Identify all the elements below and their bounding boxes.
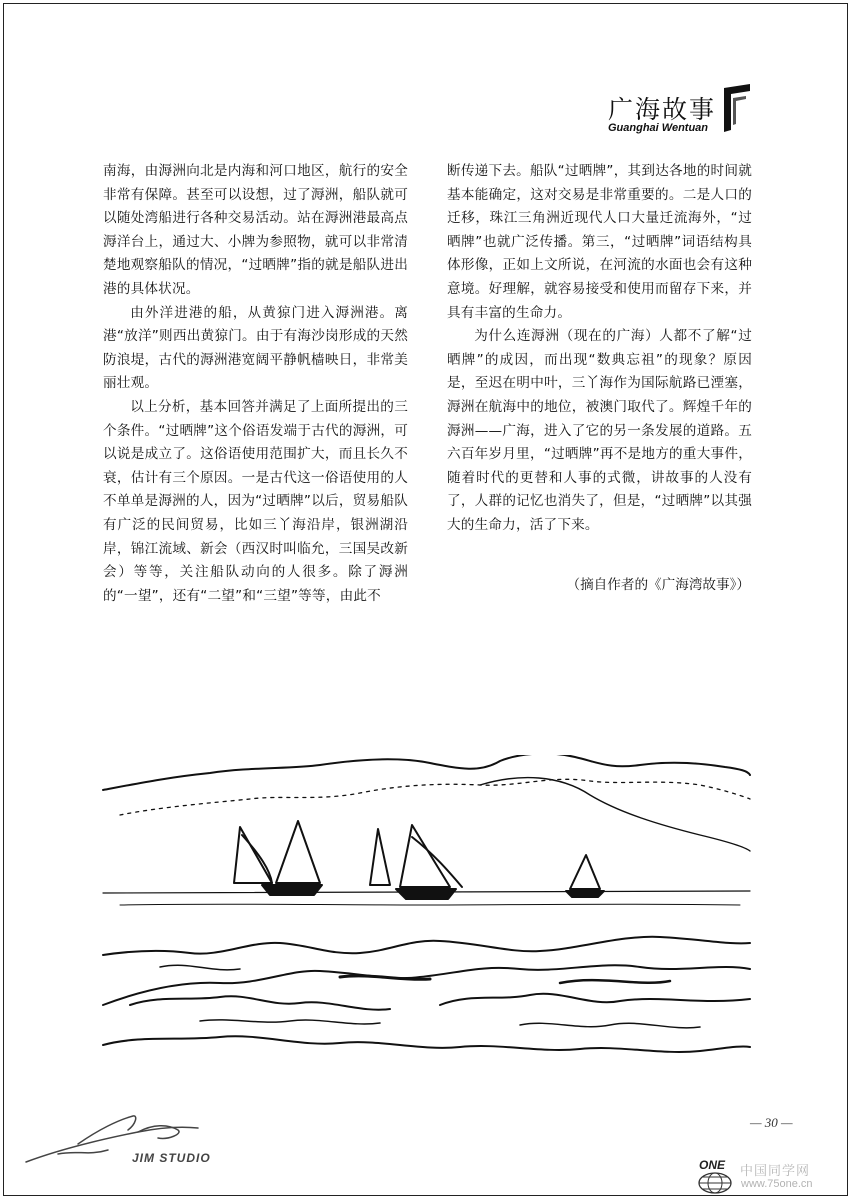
article-left-column xyxy=(103,160,408,608)
section-subtitle: Guanghai Wentuan xyxy=(608,122,709,134)
article-right-column xyxy=(447,160,752,538)
article-source: （摘自作者的《广海湾故事》） xyxy=(566,577,750,593)
watermark-url: www.75one.cn xyxy=(741,1178,813,1190)
paragraph: 断传递下去。船队“过晒牌”，其到达各地的时间就基本能确定，这对交易是非常重要的。二是人口的迁移，珠江三角洲近现代人口大量迁流海外，“过晒牌”也就广泛传播。第三，“过晒牌”词语结构具体形像，正如上文所说，在河流的水面也会有这种意境。好理解，就容易接受和使用而留存下来，并具有丰富的生命力。 xyxy=(447,163,752,321)
globe-icon xyxy=(695,1171,735,1195)
paragraph: 由外洋进港的船，从黄猄门进入溽洲港。离港“放洋”则西出黄猄门。由于有海沙岗形成的天然防浪堤，古代的溽洲港宽阔平静帆樯映日，非常美丽壮观。 xyxy=(103,304,408,392)
watermark-brand: ONE xyxy=(699,1158,726,1172)
studio-name: JIM STUDIO xyxy=(132,1151,211,1165)
site-watermark xyxy=(693,1158,848,1196)
section-header xyxy=(600,90,760,140)
paragraph: 南海，由溽洲向北是内海和河口地区，航行的安全非常有保障。甚至可以设想，过了溽洲，船队就可以随处湾船进行各种交易活动。站在溽洲港最高点溽洋台上，通过大、小牌为参照物，就可以非常清楚地观察船队的情况，“过晒牌”指的就是船队进出港的具体状况。 xyxy=(103,163,408,297)
sailboats-illustration xyxy=(100,755,752,1065)
paragraph: 以上分析，基本回答并满足了上面所提出的三个条件。“过晒牌”这个俗语发端于古代的溽洲，可以说是成立了。这俗语使用范围扩大，而且长久不衰，估计有三个原因。一是古代这一俗语使用的人不单单是溽洲的人，因为“过晒牌”以后，贸易船队有广泛的民间贸易，比如三丫海沿岸，银洲湖沿岸，锦江流域、新会（西汉时叫临允，三国吴改新会）等等，关注船队动向的人很多。除了溽洲的“一望”，还有“二望”和“三望”等等，由此不 xyxy=(103,398,408,604)
paragraph: 为什么连溽洲（现在的广海）人都不了解“过晒牌”的成因，而出现“数典忘祖”的现象？原因是，至迟在明中叶，三丫海作为国际航路已湮塞，溽洲在航海中的地位，被澳门取代了。辉煌千年的溽洲——广海，进入了它的另一条发展的道路。五六百年岁月里，“过晒牌”再不是地方的重大事件，随着时代的更替和人事的式微，讲故事的人没有了，人群的记忆也消失了，但是，“过晒牌”以其强大的生命力，活了下来。 xyxy=(447,328,752,533)
corner-bracket-icon xyxy=(722,84,752,132)
watermark-site-name: 中国同学网 xyxy=(740,1164,811,1179)
page-number: — 30 — xyxy=(750,1115,793,1130)
section-title: 广海故事 xyxy=(608,95,717,124)
